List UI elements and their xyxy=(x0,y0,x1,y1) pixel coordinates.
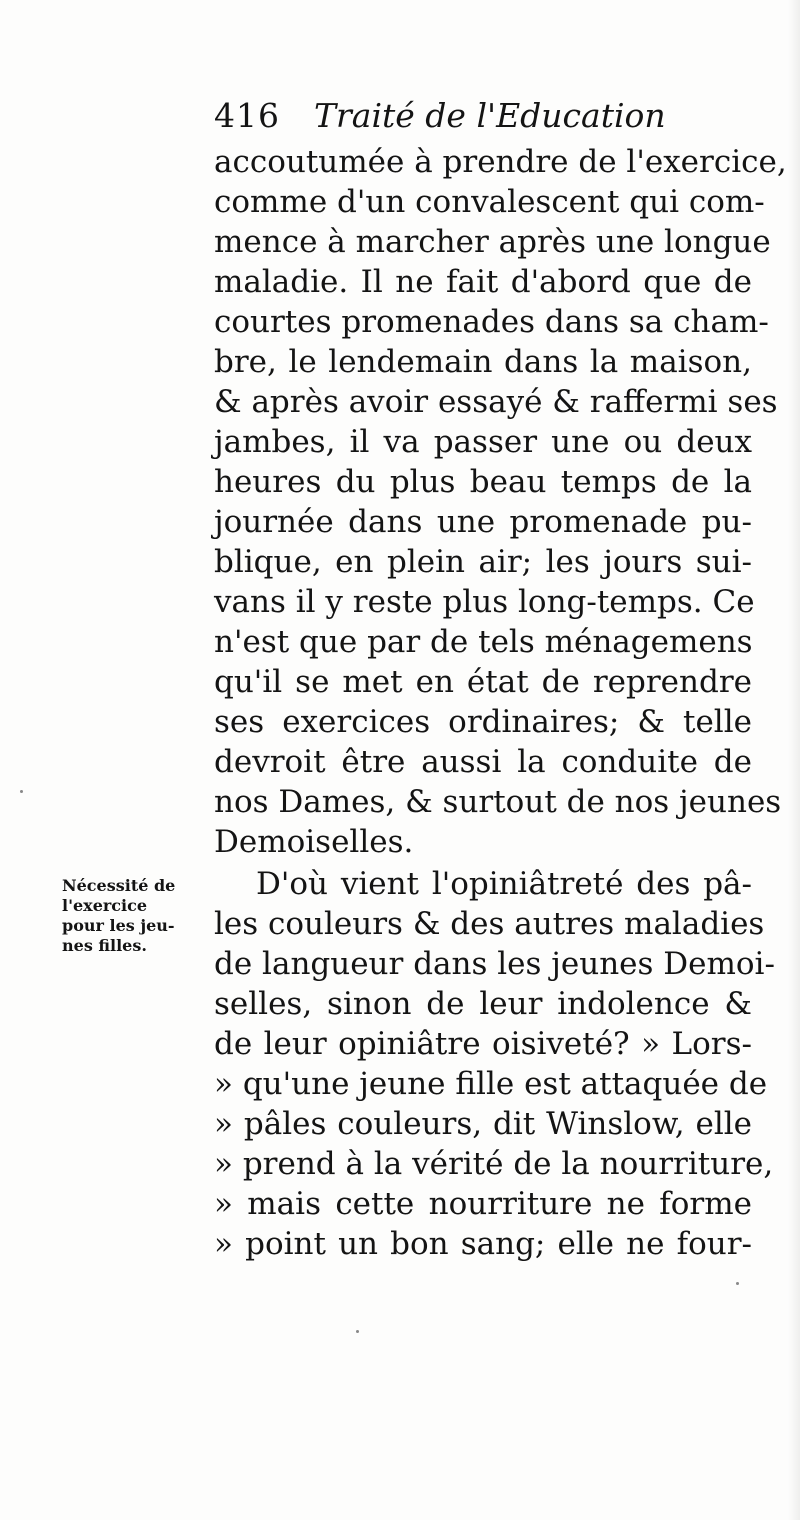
text-line: devroit être aussi la conduite de xyxy=(214,744,752,780)
paper-speck xyxy=(20,790,23,793)
marginal-note-line: l'exercice xyxy=(62,896,148,915)
text-line: n'est que par de tels ménagemens xyxy=(214,624,753,660)
text-line: de leur opiniâtre oisiveté? » Lors- xyxy=(214,1026,752,1062)
paper-speck xyxy=(356,1330,359,1333)
text-line: bre, le lendemain dans la maison, xyxy=(214,344,752,380)
marginal-note xyxy=(62,876,212,956)
text-line: nos Dames, & surtout de nos jeunes xyxy=(214,784,782,820)
text-line: maladie. Il ne fait d'abord que de xyxy=(214,264,752,300)
marginal-note-line: nes filles. xyxy=(62,936,147,955)
marginal-note-line: pour les jeu- xyxy=(62,916,175,935)
text-line: » point un bon sang; elle ne four- xyxy=(214,1226,752,1262)
running-header xyxy=(214,96,754,138)
text-line: D'où vient l'opiniâtreté des pâ- xyxy=(256,866,752,902)
text-line: de langueur dans les jeunes Demoi- xyxy=(214,946,775,982)
text-line: courtes promenades dans sa cham- xyxy=(214,304,769,340)
text-line: & après avoir essayé & raffermi ses xyxy=(214,384,778,420)
paper-speck xyxy=(736,1282,739,1285)
text-line: les couleurs & des autres maladies xyxy=(214,906,765,942)
text-line: Demoiselles. xyxy=(214,824,414,860)
text-line: qu'il se met en état de reprendre xyxy=(214,664,752,700)
text-line: jambes, il va passer une ou deux xyxy=(214,424,752,460)
text-line: blique, en plein air; les jours sui- xyxy=(214,544,752,580)
page-edge-shadow xyxy=(788,0,800,1520)
marginal-note-line: Nécessité de xyxy=(62,876,176,895)
text-line: » mais cette nourriture ne forme xyxy=(214,1186,752,1222)
text-line: selles, sinon de leur indolence & xyxy=(214,986,752,1022)
text-line: ses exercices ordinaires; & telle xyxy=(214,704,752,740)
text-line: » qu'une jeune fille est attaquée de xyxy=(214,1066,768,1102)
text-line: heures du plus beau temps de la xyxy=(214,464,752,500)
page-number: 416 xyxy=(214,96,280,135)
text-line: mence à marcher après une longue xyxy=(214,224,771,260)
running-title: Traité de l'Education xyxy=(314,96,666,135)
text-line: » pâles couleurs, dit Winslow, elle xyxy=(214,1106,752,1142)
text-line: vans il y reste plus long-temps. Ce xyxy=(214,584,755,620)
text-line: comme d'un convalescent qui com- xyxy=(214,184,765,220)
text-line: journée dans une promenade pu- xyxy=(214,504,752,540)
text-line: accoutumée à prendre de l'exercice, xyxy=(214,144,787,180)
text-line: » prend à la vérité de la nourriture, xyxy=(214,1146,774,1182)
